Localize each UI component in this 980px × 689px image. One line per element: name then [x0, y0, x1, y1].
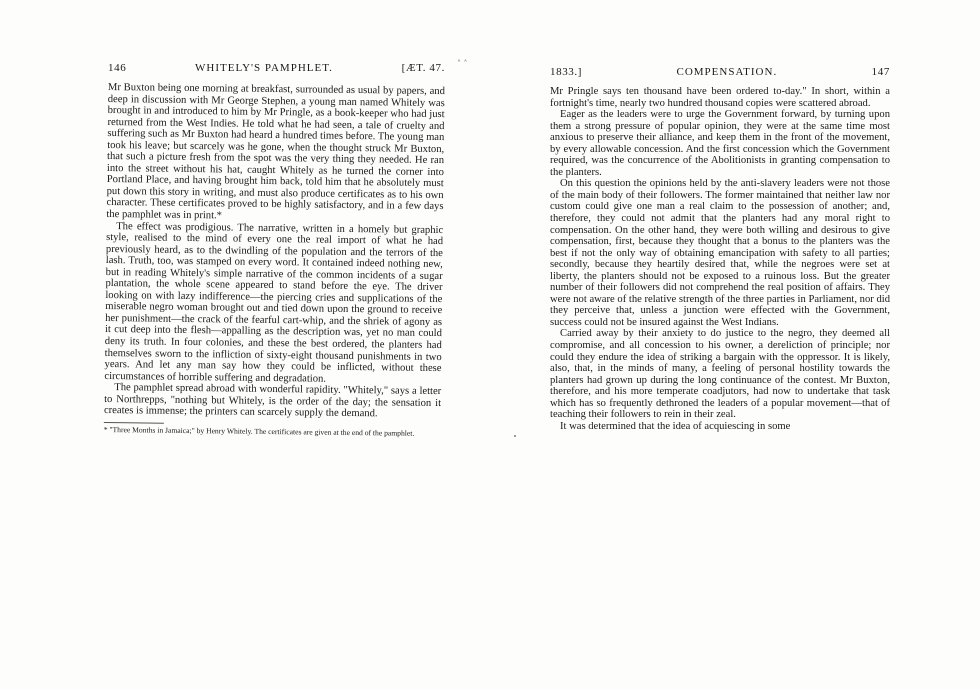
left-age-note: [ÆT. 47.: [401, 62, 445, 74]
left-paragraph-2: The effect was prodigious. The narrative, written in a homely but graphic style, realised to the mind of every one the real import of what he had previously heard, as to the dwindling of the population and the terrors of the lash. Truth, too, was stamped on every word. It contained indeed nothing new, but in reading Whitely's simple narrative of the common incidents of a sugar plantation, the whole scene appeared to stand before the eye. The driver looking on with lazy indifference—the piercing cries and supplications of the miserable negro woman brought out and tied down upon the ground to receive her punishment—the crack of the fearful cart-whip, and the shriek of agony as it cut deep into the flesh—appalling as the description was, yet no man could deny its truth. In four colonies, and these the best ordered, the planters had themselves sworn to the infliction of sixty-eight thousand punishments in two years. And let any man say how they could be inflicted, without these circumstances of horrible suffering and degradation.: [104, 220, 444, 385]
left-footnote: * "Three Months in Jamaica;" by Henry Whitely. The certificates are given at the end of the pamphlet.: [103, 424, 415, 438]
left-paragraph-3: The pamphlet spread abroad with wonderful rapidity. "Whitely," says a letter to Northrepps, "nothing but Whitely, is the order of the day; the sensation it creates is immense; the printers can scarcely supply the demand.: [103, 382, 442, 420]
gutter-mark: [514, 435, 516, 437]
footnote-rule: [104, 422, 164, 424]
left-paragraph-1: Mr Buxton being one morning at breakfast, surrounded as usual by papers, and deep in discussion with Mr George Stephen, a young man named Whitely was brought in and introduced to him by Mr Pringle, as a book-keeper who had just returned from the West Indies. He told what he had seen, a tale of cruelty and suffering such as Mr Buxton had heard a hundred times before. The young man took his leave; but scarcely was he gone, when the thought struck Mr Buxton, that such a picture fresh from the spot was the very thing they needed. He ran into the street without his hat, caught Whitely as he turned the corner into Portland Place, and having brought him back, told him that he absolutely must put down this story in writing, and must also produce certificates as to his own character. These certificates proved to be highly satisfactory, and in a few days the pamphlet was in print.*: [106, 82, 445, 222]
right-paragraph-5: It was determined that the idea of acquiescing in some: [560, 420, 791, 432]
right-paragraph-2: Eager as the leaders were to urge the Government forward, by turning upon them a strong pressure of popular opinion, they were at the same time most anxious to preserve their alliance, and keep them in the front of the movement, by every allowable concession. And the first concession which the Government required, was the concurrence of the Abolitionists in granting compensation to the planters.: [550, 109, 890, 178]
scan-mark: ˄ ˄: [457, 59, 468, 68]
left-body: [104, 82, 445, 438]
right-paragraph-1: Mr Pringle says ten thousand have been ordered to-day." In short, within a fortnight's time, nearly two hundred thousand copies were scattered abroad.: [550, 86, 890, 109]
right-paragraph-3: On this question the opinions held by the anti-slavery leaders were not those of the main body of their followers. The former maintained that neither law nor custom could give one man a real claim to the possession of another; and, therefore, they could not admit that the planters had any moral right to compensation. On the other hand, they were both willing and desirous to give compensation, first, because they thought that a bonus to the planters was the best if not the only way of obtaining emancipation with safety to all parties; secondly, because they heartily desired that, while the negroes were set at liberty, the planters should not be exposed to a ruinous loss. But the greater number of their followers did not comprehend the real position of affairs. They were not aware of the relative strength of the three parties in Parliament, nor did they perceive that, unless a junction were effected with the Government, success could not be insured against the West Indians.: [550, 178, 890, 328]
right-body: [550, 86, 890, 432]
left-page-number: 146: [108, 62, 127, 74]
right-year: 1833.]: [550, 66, 583, 78]
left-running-head: [108, 62, 445, 76]
left-page: [103, 62, 445, 438]
right-page-number: 147: [871, 66, 890, 78]
right-paragraph-4: Carried away by their anxiety to do justice to the negro, they deemed all compromise, and all concession to his owner, a dereliction of principle; nor could they endure the idea of striking a bargain with the oppressor. It is likely, also, that, in the minds of many, a feeling of personal hostility towards the planters had grown up during the long continuance of the contest. Mr Buxton, therefore, and his more temperate coadjutors, had now to undertake that task which has so frequently dethroned the leaders of a popular movement—that of teaching their followers to rein in their zeal.: [550, 328, 890, 421]
right-page: [550, 66, 890, 432]
left-running-title: WHITELY'S PAMPHLET.: [195, 62, 333, 74]
right-running-title: COMPENSATION.: [676, 66, 778, 78]
right-running-head: [550, 66, 890, 80]
